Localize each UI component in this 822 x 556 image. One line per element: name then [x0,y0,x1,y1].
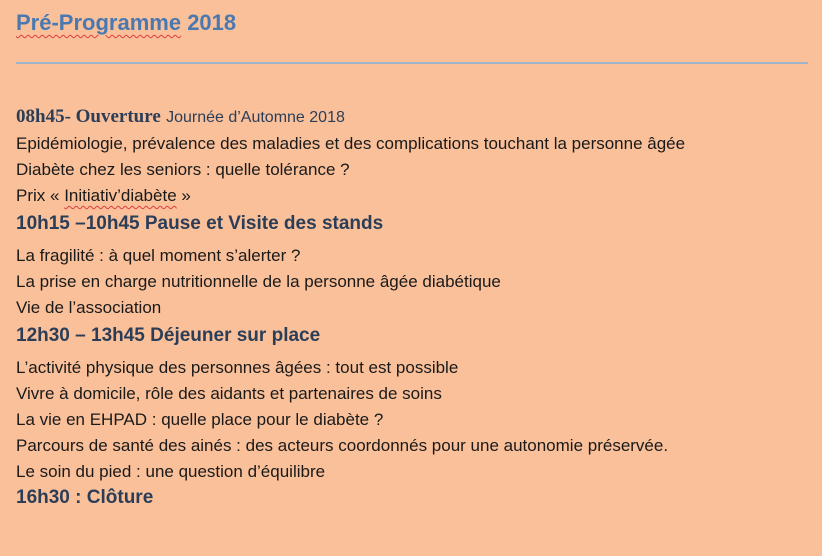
closing-heading: 16h30 : Clôture [16,487,154,508]
break-heading: 10h15 –10h45 Pause et Visite des stands [16,213,384,234]
program-body [16,104,816,513]
session3-item: Le soin du pied : une question d’équilibre [16,462,326,481]
session1-item: Diabète chez les seniors : quelle tolérance ? [16,160,350,179]
opening-heading [16,104,816,131]
session2-item: Vie de l’association [16,298,162,317]
prize-suffix: » [176,186,191,205]
prize-name: Initiativ’diabète [64,186,177,205]
lunch-heading: 12h30 – 13h45 Déjeuner sur place [16,325,321,346]
session3-item: L’activité physique des personnes âgées : tout est possible [16,358,459,377]
session2-item: La fragilité : à quel moment s’alerter ? [16,246,301,265]
title-divider [16,62,808,64]
session2-item: La prise en charge nutritionnelle de la personne âgée diabétique [16,272,501,291]
session3-item: La vie en EHPAD : quelle place pour le diabète ? [16,410,384,429]
title-year: 2018 [181,10,237,35]
session1-item: Epidémiologie, prévalence des maladies et des complications touchant la personne âgée [16,134,686,153]
page-title [16,10,236,36]
prize-prefix: Prix « [16,186,65,205]
opening-subtitle: Journée d’Automne 2018 [166,109,345,126]
opening-time: 08h45- Ouverture [16,106,161,127]
prize-line [16,183,816,209]
title-main: Pré-Programme [16,10,182,35]
session3-item: Parcours de santé des ainés : des acteurs coordonnés pour une autonomie préservée. [16,436,669,455]
session3-item: Vivre à domicile, rôle des aidants et partenaires de soins [16,384,442,403]
